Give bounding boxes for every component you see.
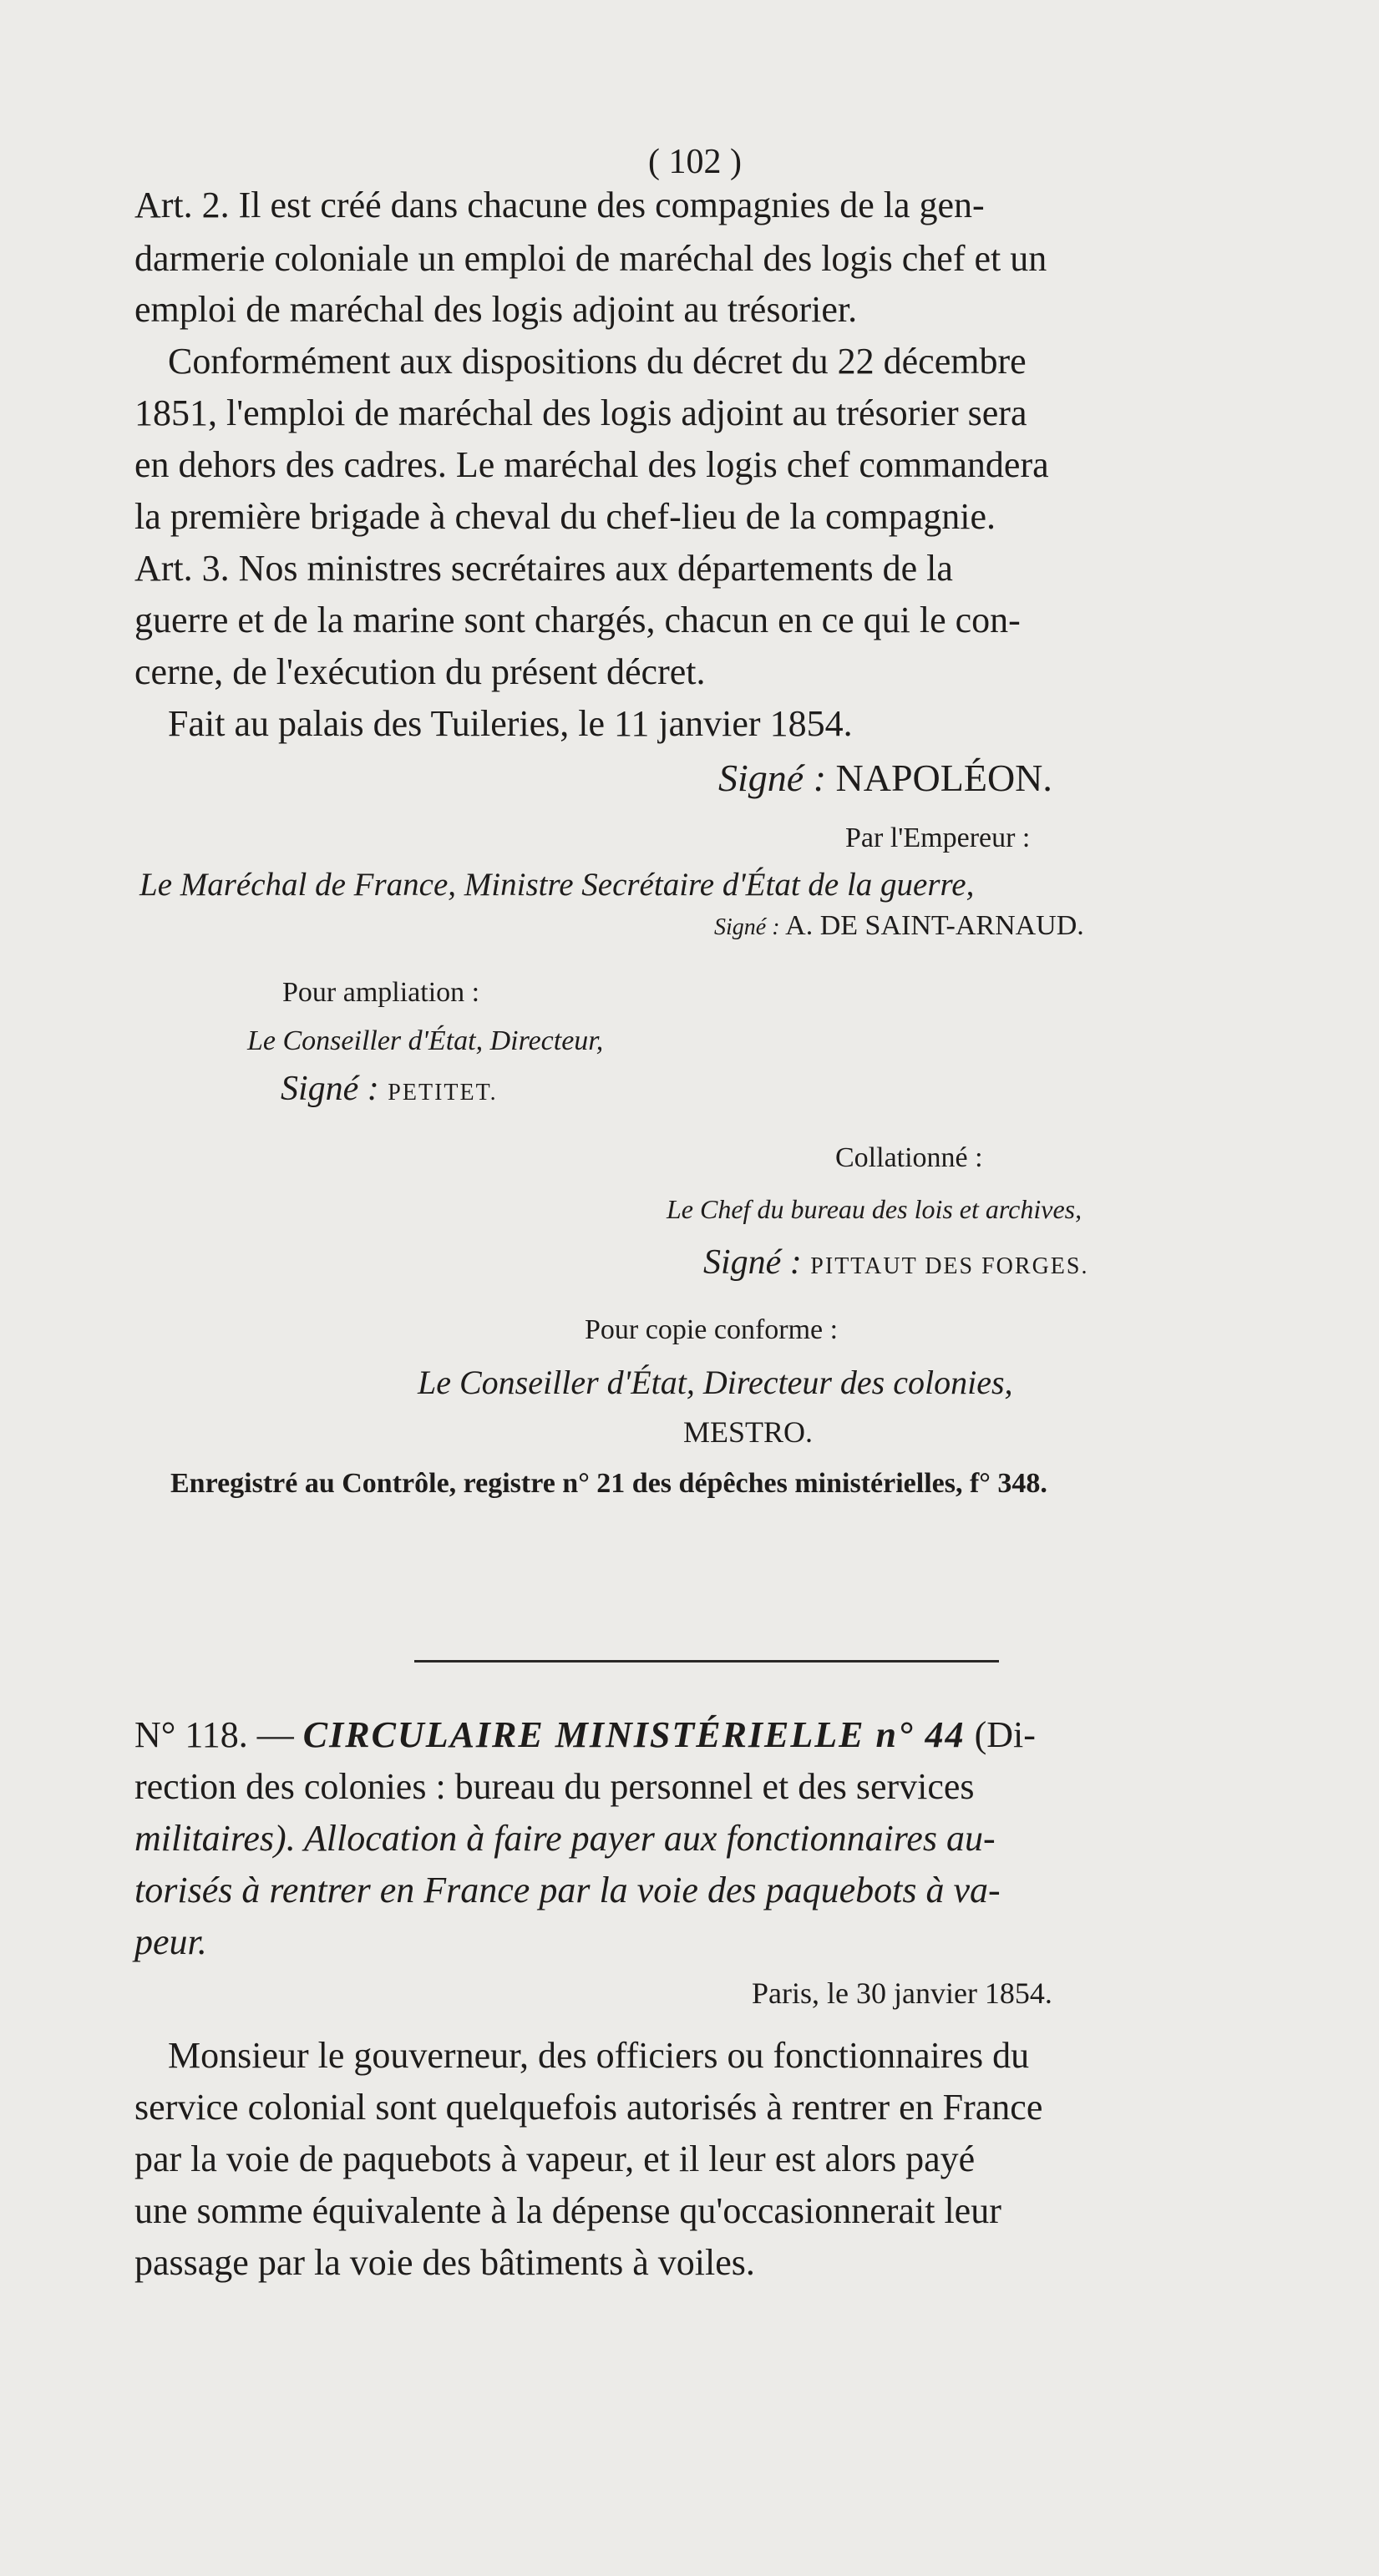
mestro: MESTRO. bbox=[683, 1415, 814, 1449]
art2-line-6: en dehors des cadres. Le maréchal des logis chef commandera bbox=[134, 444, 1049, 485]
circular-line-4: torisés à rentrer en France par la voie des paquebots à va- bbox=[134, 1870, 1001, 1910]
emperor-name: NAPOLÉON. bbox=[835, 757, 1052, 799]
letter-line-3: par la voie de paquebots à vapeur, et il leur est alors payé bbox=[134, 2138, 976, 2179]
art3-line-1: Art. 3. Nos ministres secrétaires aux départements de la bbox=[134, 548, 953, 589]
par-empereur: Par l'Empereur : bbox=[845, 822, 1031, 853]
circular-heading bbox=[134, 1713, 1036, 1756]
page-number: ( 102 ) bbox=[648, 143, 742, 181]
petitet-signature bbox=[281, 1069, 498, 1109]
enregistre-line: Enregistré au Contrôle, registre n° 21 des dépêches ministérielles, f° 348. bbox=[170, 1468, 1047, 1499]
signe-label: Signé : bbox=[718, 757, 827, 799]
copie-conforme: Pour copie conforme : bbox=[585, 1314, 839, 1345]
letter-line-1: Monsieur le gouverneur, des officiers ou fonctionnaires du bbox=[168, 2035, 1030, 2076]
letter-line-2: service colonial sont quelquefois autorisés à rentrer en France bbox=[134, 2087, 1043, 2128]
fait-line: Fait au palais des Tuileries, le 11 janvier 1854. bbox=[168, 703, 853, 744]
art2-line-4: Conformément aux dispositions du décret du 22 décembre bbox=[168, 341, 1027, 382]
signe-label: Signé : bbox=[703, 1243, 802, 1282]
art2-line-5: 1851, l'emploi de maréchal des logis adjoint au trésorier sera bbox=[134, 392, 1027, 433]
pittaut-signature bbox=[703, 1242, 1088, 1283]
date-line: Paris, le 30 janvier 1854. bbox=[752, 1976, 1052, 2010]
art2-line-1: Art. 2. Il est créé dans chacune des compagnies de la gen- bbox=[134, 185, 985, 225]
signe-label: Signé : bbox=[714, 914, 780, 940]
separator-rule bbox=[414, 1660, 999, 1663]
signature-emperor bbox=[718, 756, 1052, 800]
circular-number: N° 118. — bbox=[134, 1714, 294, 1755]
circular-title: CIRCULAIRE MINISTÉRIELLE n° 44 bbox=[302, 1714, 966, 1755]
art2-line-3: emploi de maréchal des logis adjoint au trésorier. bbox=[134, 289, 858, 330]
ampliation: Pour ampliation : bbox=[282, 977, 480, 1008]
conseiller-directeur: Le Conseiller d'État, Directeur, bbox=[247, 1025, 604, 1056]
pittaut-name: PITTAUT DES FORGES. bbox=[810, 1253, 1089, 1279]
circular-line-2: rection des colonies : bureau du personnel et des services bbox=[134, 1766, 975, 1807]
art2-line-7: la première brigade à cheval du chef-lieu de la compagnie. bbox=[134, 496, 996, 537]
art3-line-3: cerne, de l'exécution du présent décret. bbox=[134, 651, 706, 692]
circular-heading-end: (Di- bbox=[974, 1714, 1036, 1755]
circular-line-3: militaires). Allocation à faire payer aux fonctionnaires au- bbox=[134, 1818, 996, 1859]
petitet-name: PETITET. bbox=[388, 1080, 498, 1106]
conseiller-colonies: Le Conseiller d'État, Directeur des colonies, bbox=[418, 1364, 1013, 1401]
letter-line-5: passage par la voie des bâtiments à voiles. bbox=[134, 2242, 755, 2283]
letter-line-4: une somme équivalente à la dépense qu'occasionnerait leur bbox=[134, 2190, 1001, 2231]
art2-line-2: darmerie coloniale un emploi de maréchal des logis chef et un bbox=[134, 238, 1047, 279]
minister-name: A. DE SAINT-ARNAUD. bbox=[785, 910, 1084, 941]
circular-line-5: peur. bbox=[134, 1921, 207, 1962]
collationne: Collationné : bbox=[835, 1142, 983, 1173]
minister-signature bbox=[714, 910, 1084, 942]
chef-bureau: Le Chef du bureau des lois et archives, bbox=[667, 1194, 1082, 1224]
art3-line-2: guerre et de la marine sont chargés, chacun en ce qui le con- bbox=[134, 600, 1021, 640]
minister-title: Le Maréchal de France, Ministre Secrétaire d'État de la guerre, bbox=[139, 867, 975, 903]
signe-label: Signé : bbox=[281, 1070, 379, 1108]
